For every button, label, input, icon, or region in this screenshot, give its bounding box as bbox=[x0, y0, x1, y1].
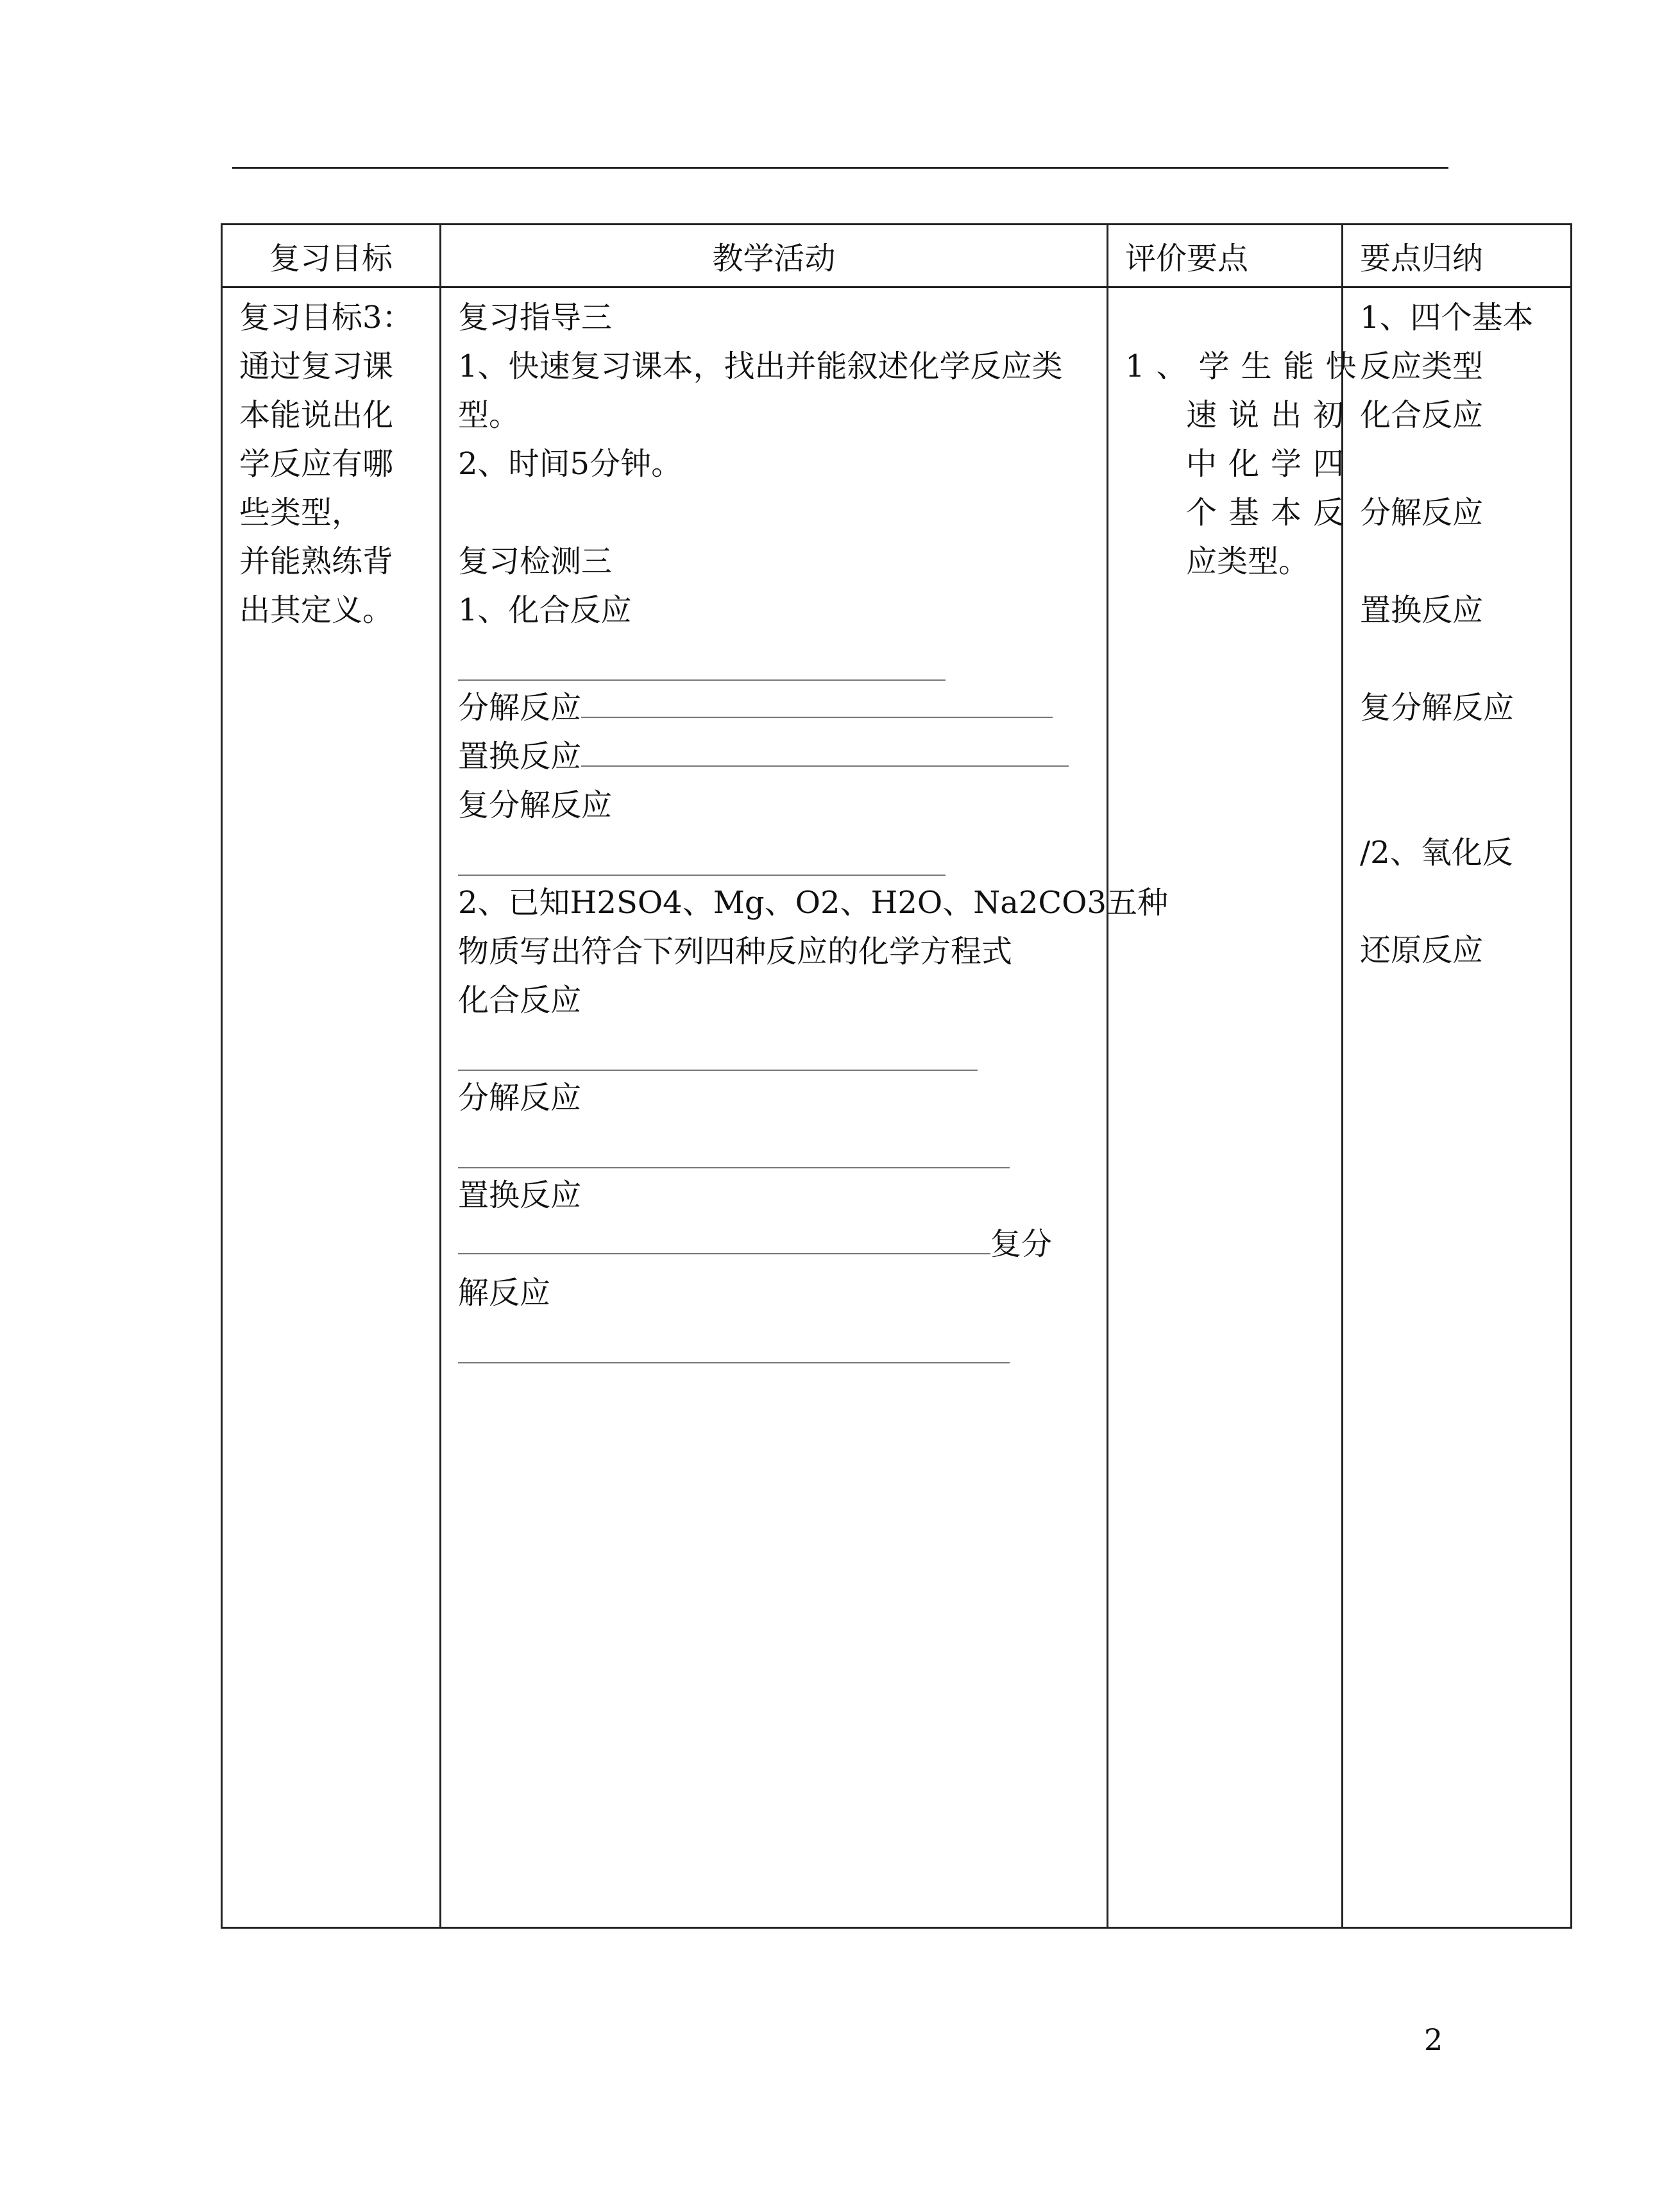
summary-line: 1、四个基本 bbox=[1360, 300, 1534, 336]
q2-decomp-label: 分解反应 bbox=[458, 1080, 582, 1116]
summary-cell bbox=[1343, 287, 1572, 1928]
header-rule bbox=[232, 167, 1448, 169]
goal-line: 并能熟练背 bbox=[239, 543, 394, 579]
q1-double-blank-row bbox=[458, 830, 1094, 878]
q2-displace-blank[interactable] bbox=[458, 1227, 990, 1254]
q2-double-blank-row bbox=[458, 1317, 1094, 1366]
goal-line: 出其定义。 bbox=[239, 592, 394, 628]
test-title: 复习检测三 bbox=[458, 543, 613, 579]
summary-line: 还原反应 bbox=[1360, 932, 1484, 968]
summary-line: 置换反应 bbox=[1360, 592, 1484, 628]
q2-displace-row bbox=[458, 1220, 1094, 1268]
col-header-summary: 要点归纳 bbox=[1343, 225, 1572, 287]
summary-line: 反应类型 bbox=[1360, 348, 1484, 384]
q2-text-a: 2、已知H2SO4、Mg、O2、H2O、Na2CO3五种 bbox=[458, 885, 1169, 921]
goal-line: 学反应有哪 bbox=[239, 446, 394, 482]
spacer bbox=[1360, 732, 1557, 781]
q2-text-b: 物质写出符合下列四种反应的化学方程式 bbox=[458, 934, 1013, 969]
q2-combine-label: 化合反应 bbox=[458, 982, 582, 1018]
goal-line: 本能说出化 bbox=[239, 397, 394, 433]
spacer bbox=[1360, 635, 1557, 683]
spacer bbox=[1360, 440, 1557, 488]
spacer bbox=[1360, 877, 1557, 926]
col-header-evaluation: 评价要点 bbox=[1108, 225, 1343, 287]
guide-title: 复习指导三 bbox=[458, 300, 613, 336]
q1-double-label: 复分解反应 bbox=[458, 787, 613, 823]
summary-line: 分解反应 bbox=[1360, 495, 1484, 531]
spacer bbox=[1360, 781, 1557, 830]
q1-combine-blank[interactable] bbox=[458, 654, 946, 681]
evaluation-cell bbox=[1108, 287, 1368, 1928]
q1-decomp-blank[interactable] bbox=[581, 691, 1053, 718]
q1-decomp-row bbox=[458, 683, 1094, 732]
q1-label: 1、化合反应 bbox=[458, 592, 632, 628]
q2-combine-blank[interactable] bbox=[458, 1044, 978, 1071]
guide-item-1b: 型。 bbox=[458, 397, 520, 433]
table-header-row bbox=[222, 225, 1572, 287]
q2-displace-label: 置换反应 bbox=[458, 1177, 582, 1213]
summary-line: /2、氧化反 bbox=[1360, 835, 1513, 871]
col-header-activity: 教学活动 bbox=[441, 225, 1108, 287]
q1-double-blank[interactable] bbox=[458, 849, 946, 876]
q1-displace-blank[interactable] bbox=[581, 740, 1069, 767]
evaluation-line: 1、学生能快 bbox=[1125, 348, 1368, 384]
evaluation-line: 个基本反 bbox=[1186, 495, 1356, 531]
col-header-goal: 复习目标 bbox=[222, 225, 441, 287]
q1-combine-blank-row bbox=[458, 635, 1094, 683]
q1-displace-label: 置换反应 bbox=[458, 738, 582, 774]
evaluation-line: 速说出初 bbox=[1186, 397, 1356, 433]
summary-line: 化合反应 bbox=[1360, 397, 1484, 433]
goal-line: 复习目标3： bbox=[239, 300, 413, 336]
activity-cell bbox=[441, 287, 1169, 1928]
q2-double-label-a: 复分 bbox=[990, 1226, 1053, 1262]
q2-double-blank[interactable] bbox=[458, 1336, 1010, 1363]
goal-cell bbox=[222, 287, 441, 1928]
review-table bbox=[221, 223, 1572, 1929]
q1-decomp-label: 分解反应 bbox=[458, 690, 582, 726]
spacer bbox=[458, 488, 1094, 537]
goal-line: 通过复习课 bbox=[239, 348, 394, 384]
guide-item-1a: 1、快速复习课本，找出并能叙述化学反应类 bbox=[458, 348, 1063, 384]
page-number: 2 bbox=[1424, 2022, 1443, 2057]
guide-item-2: 2、时间5分钟。 bbox=[458, 446, 683, 482]
evaluation-line: 中化学四 bbox=[1186, 446, 1356, 482]
summary-line: 复分解反应 bbox=[1360, 690, 1515, 726]
q2-decomp-blank-row bbox=[458, 1122, 1094, 1171]
q2-decomp-blank[interactable] bbox=[458, 1141, 1010, 1168]
q1-displace-row bbox=[458, 732, 1094, 781]
evaluation-line: 应类型。 bbox=[1186, 543, 1310, 579]
goal-line: 些类型， bbox=[239, 495, 363, 531]
table-body-row bbox=[222, 287, 1572, 1928]
spacer bbox=[1360, 537, 1557, 586]
q2-double-label-b: 解反应 bbox=[458, 1275, 551, 1311]
q2-combine-blank-row bbox=[458, 1025, 1094, 1073]
